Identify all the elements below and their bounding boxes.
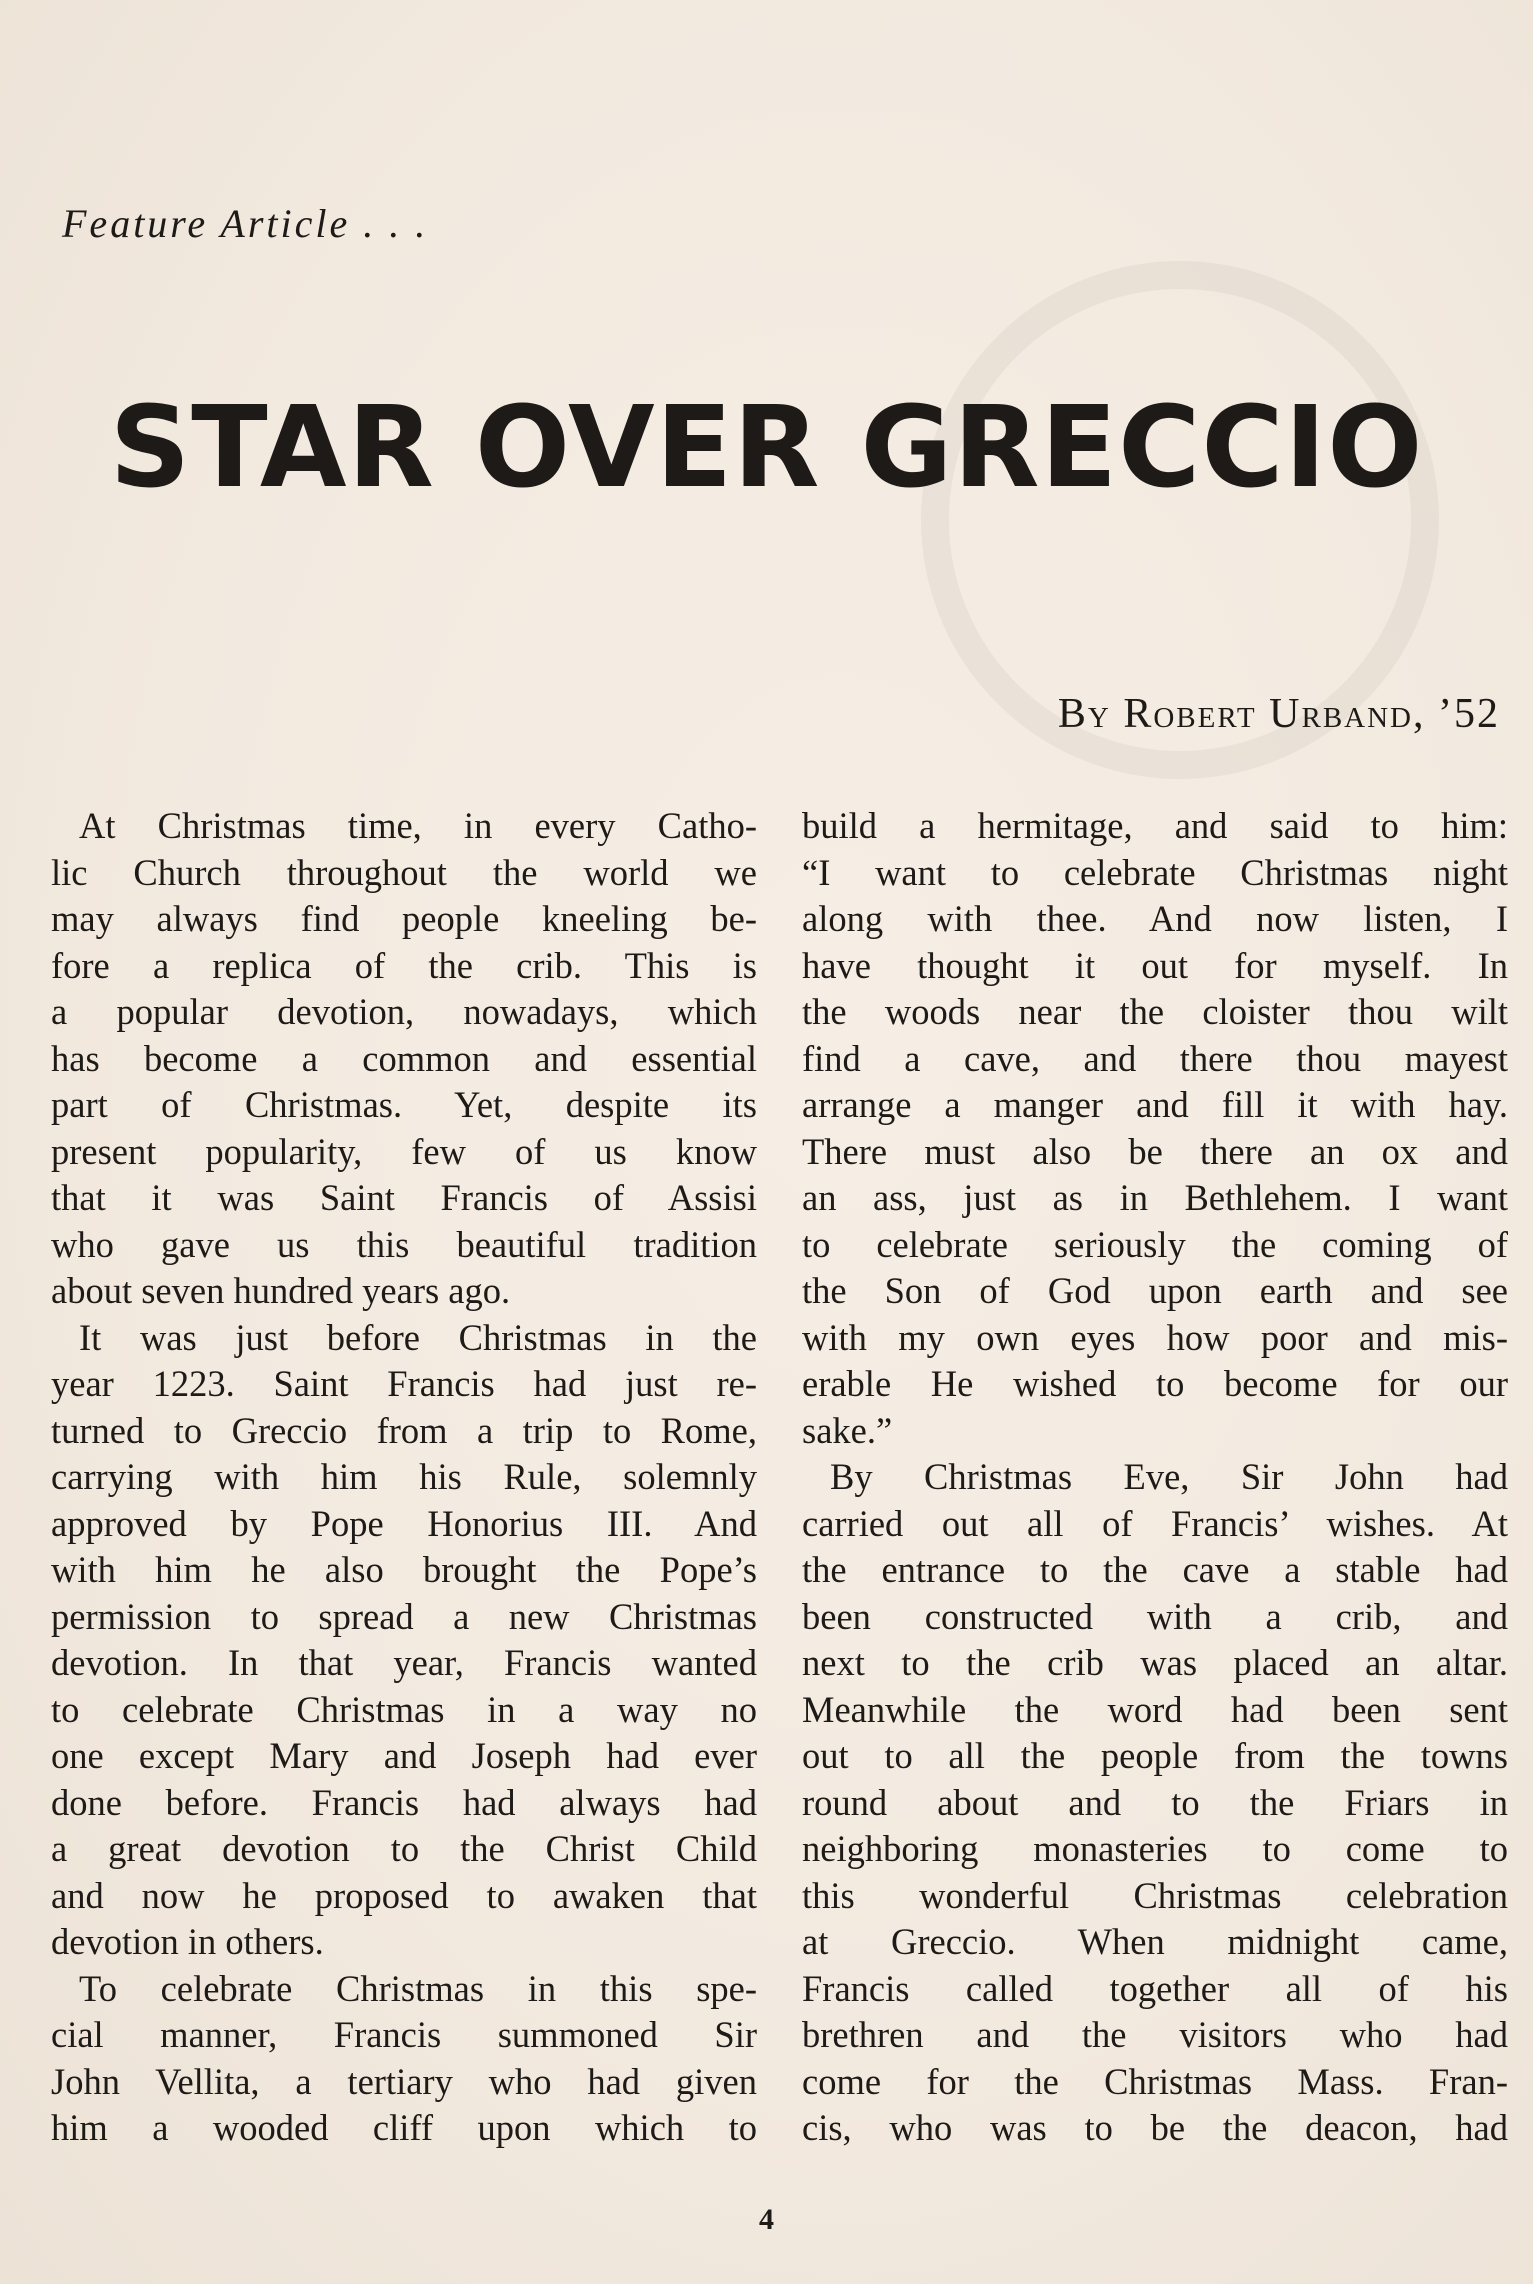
text-line: cis, who was to be the deacon, had: [802, 2107, 1508, 2148]
text-line: that it was Saint Francis of Assisi: [51, 1177, 757, 1218]
text-line: part of Christmas. Yet, despite its: [51, 1084, 757, 1125]
text-line: the entrance to the cave a stable had: [802, 1549, 1508, 1590]
text-line: this wonderful Christmas celebration: [802, 1874, 1508, 1916]
text-line: find a cave, and there thou mayest: [802, 1037, 1508, 1079]
text-line: an ass, just as in Bethlehem. I want: [802, 1177, 1508, 1218]
text-line: brethren and the visitors who had: [802, 2014, 1508, 2055]
text-line: done before. Francis had always had: [51, 1781, 757, 1823]
text-line: one except Mary and Joseph had ever: [51, 1735, 757, 1776]
text-line: a popular devotion, nowadays, which: [51, 991, 757, 1032]
text-line: build a hermitage, and said to him:: [802, 805, 1508, 846]
byline-year: ’52: [1438, 691, 1500, 737]
text-line: arrange a manger and fill it with hay.: [802, 1084, 1508, 1125]
text-line: It was just before Christmas in the: [79, 1316, 757, 1358]
text-line: permission to spread a new Christmas: [51, 1595, 757, 1637]
text-line: may always find people kneeling be-: [51, 898, 757, 939]
text-line: been constructed with a crib, and: [802, 1595, 1508, 1637]
text-line: round about and to the Friars in: [802, 1781, 1508, 1823]
text-line: year 1223. Saint Francis had just re-: [51, 1363, 757, 1404]
text-line: the woods near the cloister thou wilt: [802, 991, 1508, 1032]
text-line: fore a replica of the crib. This is: [51, 944, 757, 986]
text-line: devotion in others.: [51, 1921, 324, 1962]
text-line: There must also be there an ox and: [802, 1130, 1508, 1172]
text-line: devotion. In that year, Francis wanted: [51, 1642, 757, 1683]
text-line: a great devotion to the Christ Child: [51, 1828, 757, 1869]
text-line: with my own eyes how poor and mis-: [802, 1316, 1508, 1358]
text-line: To celebrate Christmas in this spe-: [79, 1967, 757, 2009]
text-line: to celebrate seriously the coming of: [802, 1223, 1508, 1265]
text-line: At Christmas time, in every Catho-: [79, 805, 757, 846]
text-line: sake.”: [802, 1409, 893, 1451]
text-line: carrying with him his Rule, solemnly: [51, 1456, 757, 1497]
text-line: to celebrate Christmas in a way no: [51, 1688, 757, 1730]
right-column: [802, 803, 1508, 2152]
text-line: along with thee. And now listen, I: [802, 898, 1508, 939]
text-line: at Greccio. When midnight came,: [802, 1921, 1508, 1962]
text-line: him a wooded cliff upon which to: [51, 2107, 757, 2148]
text-line: present popularity, few of us know: [51, 1130, 757, 1172]
left-column: [51, 803, 757, 2152]
text-line: Francis called together all of his: [802, 1967, 1508, 2009]
text-line: about seven hundred years ago.: [51, 1270, 511, 1311]
text-line: Meanwhile the word had been sent: [802, 1688, 1508, 1730]
page-number: 4: [759, 2203, 774, 2236]
byline: [1058, 690, 1500, 738]
text-line: carried out all of Francis’ wishes. At: [802, 1502, 1508, 1544]
text-line: next to the crib was placed an altar.: [802, 1642, 1508, 1683]
byline-author: Robert Urband,: [1123, 691, 1426, 737]
article-title: STAR OVER GRECCIO: [109, 383, 1424, 513]
text-line: turned to Greccio from a trip to Rome,: [51, 1409, 757, 1451]
text-line: cial manner, Francis summoned Sir: [51, 2014, 757, 2055]
text-line: come for the Christmas Mass. Fran-: [802, 2060, 1508, 2102]
text-line: “I want to celebrate Christmas night: [802, 851, 1508, 893]
text-line: out to all the people from the towns: [802, 1735, 1508, 1776]
text-line: who gave us this beautiful tradition: [51, 1223, 757, 1265]
text-line: the Son of God upon earth and see: [802, 1270, 1508, 1311]
text-line: erable He wished to become for our: [802, 1363, 1508, 1404]
text-line: By Christmas Eve, Sir John had: [830, 1456, 1508, 1497]
text-line: John Vellita, a tertiary who had given: [51, 2060, 757, 2102]
text-line: lic Church throughout the world we: [51, 851, 757, 893]
text-line: with him he also brought the Pope’s: [51, 1549, 757, 1590]
text-line: neighboring monasteries to come to: [802, 1828, 1508, 1869]
text-line: has become a common and essential: [51, 1037, 757, 1079]
text-line: approved by Pope Honorius III. And: [51, 1502, 757, 1544]
text-line: have thought it out for myself. In: [802, 944, 1508, 986]
byline-prefix: By: [1057, 691, 1111, 737]
text-line: and now he proposed to awaken that: [51, 1874, 757, 1916]
feature-kicker: Feature Article . . .: [62, 201, 429, 246]
